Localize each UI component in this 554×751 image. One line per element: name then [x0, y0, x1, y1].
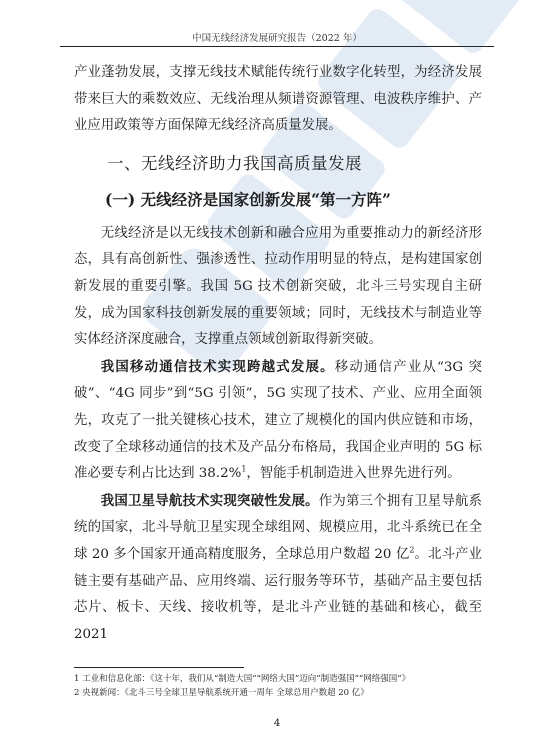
paragraph-text: ，智能手机制造进入世界先进行列。 — [246, 466, 461, 482]
footnote-ref-1[interactable]: 1 — [241, 464, 247, 474]
intro-paragraph: 产业蓬勃发展，支撑无线技术赋能传统行业数字化转型，为经济发展带来巨大的乘数效应、无线治理从频谱资源管理、电波秩序维护、产业应用政策等方面保障无线经济高质量发展。 — [74, 65, 482, 134]
footnote-rule — [74, 667, 244, 668]
paragraph-satellite-navigation — [74, 488, 482, 649]
paragraph-lead: 我国卫星导航技术实现突破性发展。 — [100, 492, 319, 509]
footnote-2: 2 央视新闻：《北斗三号全球卫星导航系统开通一周年 全球总用户数超 20 亿》 — [74, 688, 369, 698]
footnotes — [74, 672, 494, 700]
paragraph-mobile-communication — [74, 354, 482, 488]
paragraph-wireless-economy: 无线经济是以无线技术创新和融合应用为重要推动力的新经济形态，具有高创新性、强渗透性、拉动作用明显的特点，是构建国家创新发展的重要引擎。我国 5G 技术创新突破，北斗三号实现自主研发，成为国家科技创新发展的重要领域；同时，无线技术与制造业等实体经济深度融合，支撑重点领域创新取得新突破。 — [74, 225, 482, 348]
section-heading: 一、无线经济助力我国高质量发展 — [107, 153, 362, 173]
paragraph-lead: 我国移动通信技术实现跨越式发展。 — [100, 358, 335, 375]
running-header: 中国无线经济发展研究报告（2022 年） — [192, 33, 362, 44]
paragraph-text: 作为第三个拥有卫星导航系统的国家，北斗导航卫星实现全球组网、规模应用，北斗系统已在全球 20 多个国家开通高精度服务，全球总用户数超 20 亿 — [74, 493, 483, 562]
page-number: 4 — [273, 718, 281, 729]
footnote-1: 1 工业和信息化部：《这十年，我们从“制造大国”“网络大国”迈向“制造强国”“网络强国”》 — [74, 674, 411, 684]
subsection-heading: (一) 无线经济是国家创新发展“第一方阵” — [105, 189, 391, 209]
body-text — [74, 60, 482, 648]
footnote-ref-2[interactable]: 2 — [409, 545, 415, 555]
paragraph-text: 移动通信产业从“3G 突破”、“4G 同步”到“5G 引领”，5G 实现了技术、产业、应用全面领先，攻克了一批关键核心技术，建立了规模化的国内供应链和市场，改变了全球移动通信的技术及产品分布格局，我国企业声明的 5G 标准必要专利占比达到 38.2% — [74, 359, 482, 482]
header-rule — [60, 46, 494, 47]
paragraph-text: 。北斗产业链主要有基础产品、应用终端、运行服务等环节，基础产品主要包括芯片、板卡、天线、接收机等，是北斗产业链的基础和核心，截至 2021 — [74, 546, 482, 642]
